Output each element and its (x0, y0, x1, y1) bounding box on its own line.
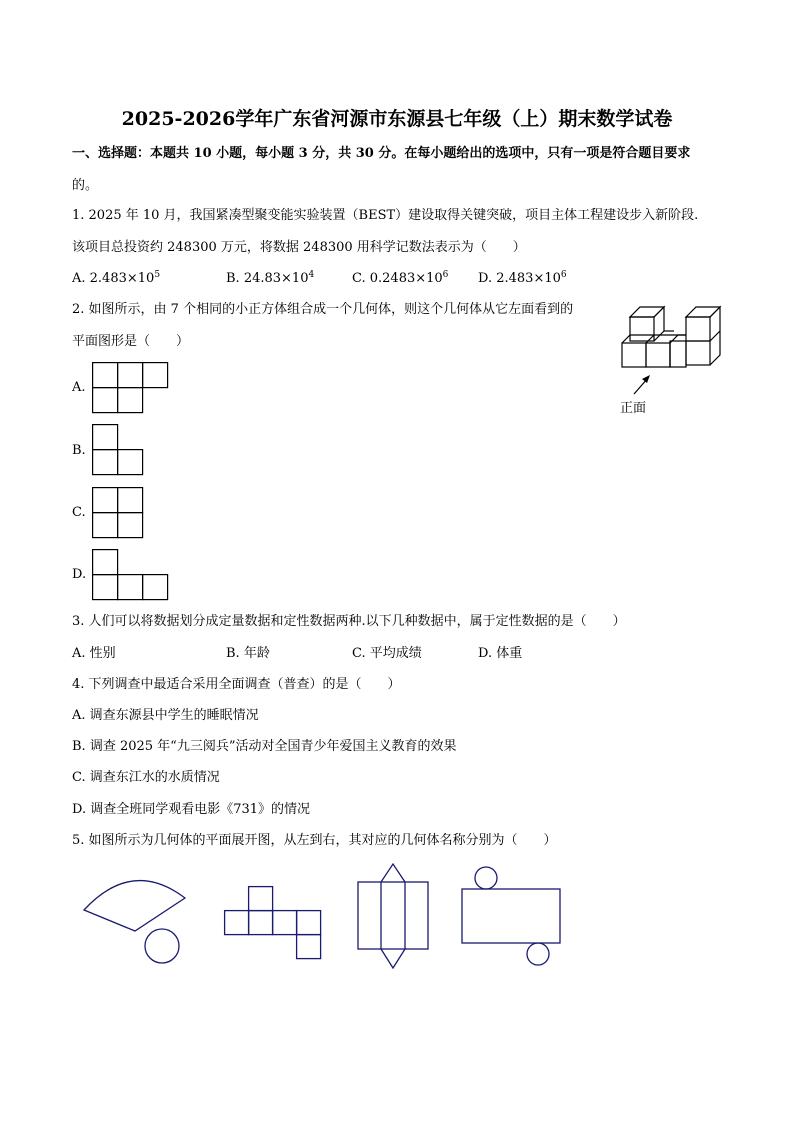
q3-option-b: B. 年龄 (226, 646, 270, 661)
q2-option-d-figure (92, 549, 170, 601)
q5-net-cube (223, 886, 323, 962)
q2-option-c-label: C. (72, 505, 86, 520)
q5-net-prism (356, 862, 432, 972)
page-title: 2025-2026学年广东省河源市东源县七年级（上）期末数学试卷 (121, 108, 673, 130)
q2-option-b-label: B. (72, 443, 86, 458)
q4-option-b: B. 调查 2025 年“九三阅兵”活动对全国青少年爱国主义教育的效果 (72, 739, 457, 754)
q1-option-c: C. $0.2483\times 10^6$ (352, 270, 449, 286)
q2-front-label: 正面 (620, 401, 647, 416)
q2-option-a-figure (92, 362, 170, 414)
q4-option-a: A. 调查东源县中学生的睡眠情况 (72, 708, 259, 723)
q3-option-a: A. 性别 (72, 646, 116, 661)
q5-stem: 5. 如图所示为几何体的平面展开图，从左到右，其对应的几何体名称分别为（ ） (72, 833, 557, 848)
section-heading: 一、选择题：本题共 10 小题，每小题 3 分，共 30 分。在每小题给出的选项中，只有一项是符合题目要求 (72, 146, 691, 161)
q2-option-a-label: A. (72, 380, 86, 395)
q5-net-cylinder (460, 864, 564, 970)
q4-stem: 4. 下列调查中最适合采用全面调查（普查）的是（ ） (72, 677, 401, 692)
q2-option-d-label: D. (72, 567, 87, 582)
q2-stem-line1: 2. 如图所示，由 7 个相同的小正方体组合成一个几何体，则这个几何体从它左面看到的 (72, 302, 574, 317)
q1-option-d: D. $2.483\times 10^6$ (478, 270, 567, 286)
q3-option-c: C. 平均成绩 (352, 646, 422, 661)
q1-option-b: B. $24.83\times 10^4$ (226, 270, 315, 286)
q3-stem: 3. 人们可以将数据划分成定量数据和定性数据两种.以下几种数据中，属于定性数据的是（ ） (72, 614, 626, 629)
q2-option-b-figure (92, 424, 144, 476)
section-heading-cont: 的。 (72, 178, 99, 193)
q4-option-d: D. 调查全班同学观看电影《731》的情况 (72, 802, 311, 817)
q2-stem-line2: 平面图形是（ ） (72, 334, 190, 349)
q5-net-cone (80, 874, 190, 966)
q1-stem-line1: 1. 2025 年 10 月，我国紧凑型聚变能实验装置（BEST）建设取得关键突破，项目主体工程建设步入新阶段. (72, 208, 699, 223)
q1-stem-line2: 该项目总投资约 248300 万元，将数据 248300 用科学记数法表示为（ ） (72, 240, 526, 255)
q4-option-c: C. 调查东江水的水质情况 (72, 770, 220, 785)
q2-option-c-figure (92, 487, 144, 539)
q1-option-a: A. $2.483\times 10^5$ (72, 270, 161, 286)
q3-option-d: D. 体重 (478, 646, 523, 661)
